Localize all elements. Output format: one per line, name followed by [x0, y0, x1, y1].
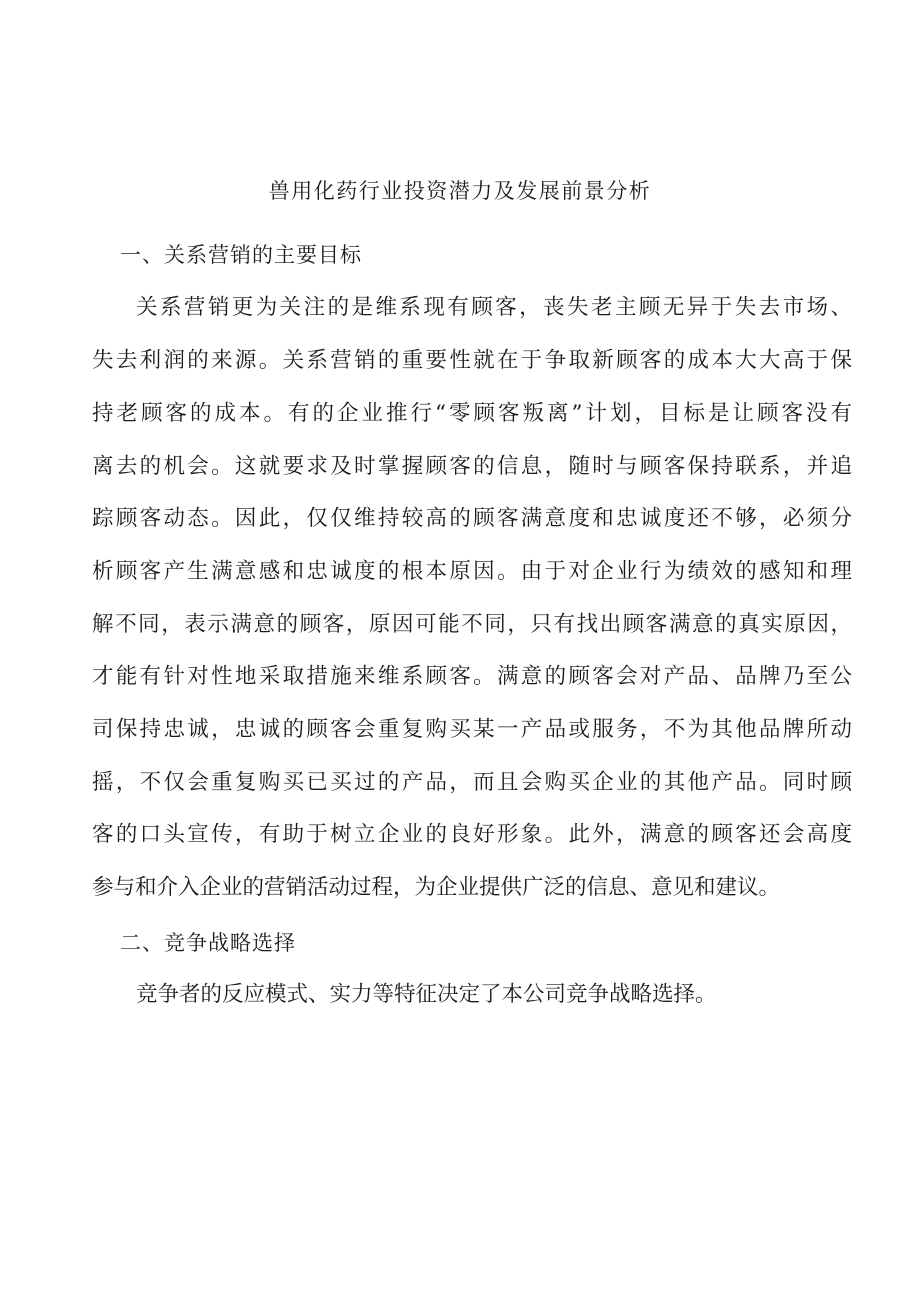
section-heading-relationship-marketing: 一、关系营销的主要目标 — [120, 243, 362, 267]
paragraph-line: 解不同，表示满意的顾客，原因可能不同，只有找出顾客满意的真实原因， — [92, 612, 852, 637]
paragraph-line: 踪顾客动态。因此，仅仅维持较高的顾客满意度和忠诚度还不够，必须分 — [92, 506, 852, 531]
paragraph-line: 参与和介入企业的营销活动过程，为企业提供广泛的信息、意见和建议。 — [92, 875, 781, 900]
paragraph-line: 摇，不仅会重复购买已买过的产品，而且会购买企业的其他产品。同时顾 — [92, 770, 852, 795]
paragraph-line: 关系营销更为关注的是维系现有顾客，丧失老主顾无异于失去市场、 — [136, 295, 852, 320]
paragraph-line: 客的口头宣传，有助于树立企业的良好形象。此外，满意的顾客还会高度 — [92, 822, 852, 847]
paragraph-line: 析顾客产生满意感和忠诚度的根本原因。由于对企业行为绩效的感知和理 — [92, 559, 852, 584]
section2-paragraph: 竞争者的反应模式、实力等特征决定了本公司竞争战略选择。 — [136, 982, 717, 1007]
paragraph-line: 才能有针对性地采取措施来维系顾客。满意的顾客会对产品、品牌乃至公 — [92, 664, 852, 689]
paragraph-line: 离去的机会。这就要求及时掌握顾客的信息，随时与顾客保持联系，并追 — [92, 454, 852, 479]
document-title: 兽用化药行业投资潜力及发展前景分析 — [268, 179, 652, 203]
section-heading-competitive-strategy: 二、竞争战略选择 — [120, 931, 296, 955]
paragraph-line: 司保持忠诚，忠诚的顾客会重复购买某一产品或服务，不为其他品牌所动 — [92, 717, 852, 742]
paragraph-line: 持老顾客的成本。有的企业推行“零顾客叛离”计划，目标是让顾客没有 — [92, 401, 852, 426]
paragraph-line: 失去利润的来源。关系营销的重要性就在于争取新顾客的成本大大高于保 — [92, 348, 852, 373]
